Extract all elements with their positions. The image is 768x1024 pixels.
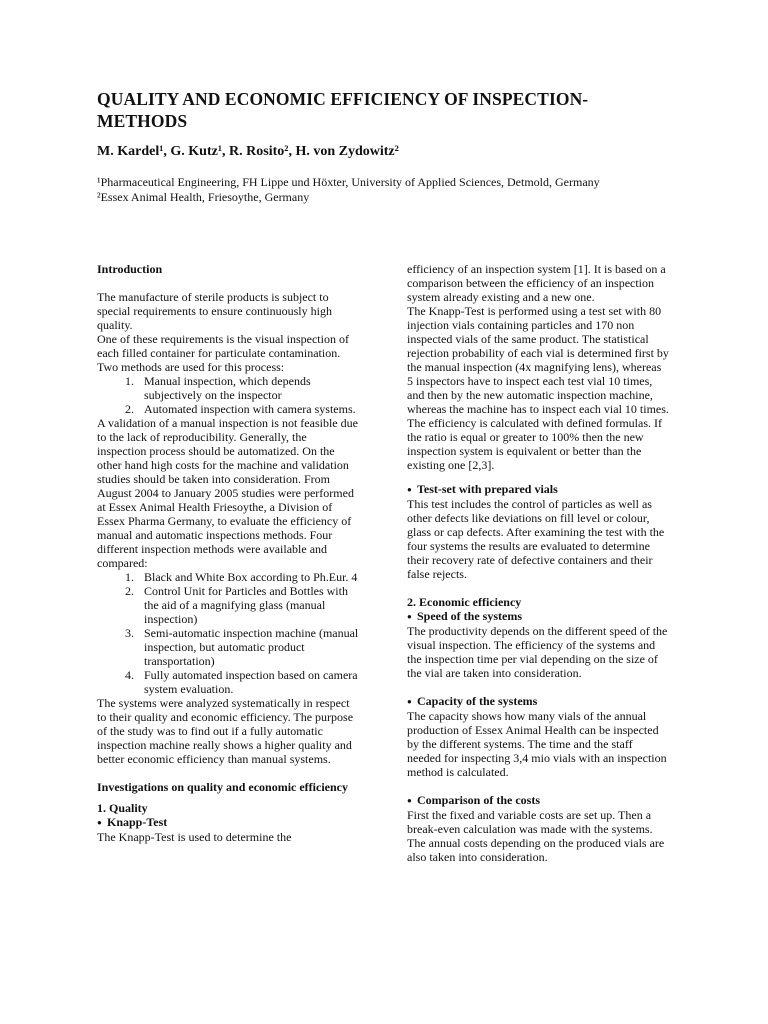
methods-list bbox=[97, 374, 359, 416]
bullet-heading-test-set: ● Test-set with prepared vials bbox=[407, 482, 558, 496]
bullet-heading-capacity: ● Capacity of the systems bbox=[407, 694, 538, 708]
bullet-heading-costs: ● Comparison of the costs bbox=[407, 793, 540, 807]
list-item: 1. Black and White Box according to Ph.Eur. 4 bbox=[125, 570, 358, 584]
paragraph: Two methods are used for this process: bbox=[97, 360, 285, 374]
affiliation-2: ²Essex Animal Health, Friesoythe, Germany bbox=[97, 190, 310, 204]
bullet-icon: ● bbox=[407, 697, 412, 706]
right-column bbox=[407, 262, 669, 864]
section-heading-investigations: Investigations on quality and economic efficiency bbox=[97, 780, 348, 794]
paragraph: One of these requirements is the visual inspection of each filled container for particulate contamination. bbox=[97, 332, 349, 360]
bullet-heading-knapp-test: ● Knapp-Test bbox=[97, 815, 168, 829]
list-item: 4. Fully automated inspection based on camera system evaluation. bbox=[125, 668, 358, 696]
paragraph: The Knapp-Test is used to determine the bbox=[97, 830, 292, 844]
list-item: 2. Control Unit for Particles and Bottles with the aid of a magnifying glass (manual inspection) bbox=[125, 584, 348, 626]
section-heading-introduction: Introduction bbox=[97, 262, 163, 276]
paragraph: A validation of a manual inspection is not feasible due to the lack of reproducibility. Generally, the inspection process should be automatized. On the other hand high costs for the machine and validation studies should be taken into consideration. From August 2004 to January 2005 studies were performed at Essex Animal Health Friesoythe, a Division of Essex Pharma Germany, to evaluate the efficiency of manual and automatic inspections methods. Four different inspection methods were available and compared: bbox=[97, 416, 358, 570]
paragraph: First the fixed and variable costs are set up. Then a break-even calculation was made with the systems. The annual costs depending on the produced vials are also taken into consideration. bbox=[407, 808, 665, 864]
paragraph: The manufacture of sterile products is subject to special requirements to ensure continuously high quality. bbox=[97, 290, 332, 332]
affiliation-1: ¹Pharmaceutical Engineering, FH Lippe und Höxter, University of Applied Sciences, Detmold, Germany bbox=[97, 175, 600, 189]
paper-title: QUALITY AND ECONOMIC EFFICIENCY OF INSPECTION-METHODS bbox=[97, 89, 589, 131]
list-item: 1. Manual inspection, which depends subjectively on the inspector bbox=[125, 374, 311, 402]
bullet-icon: ● bbox=[407, 612, 412, 621]
subsection-heading-quality: 1. Quality bbox=[97, 801, 148, 815]
paragraph: The systems were analyzed systematically in respect to their quality and economic efficiency. The purpose of the study was to find out if a fully automatic inspection machine really shows a higher quality and better economic efficiency than manual systems. bbox=[97, 696, 354, 766]
bullet-icon: ● bbox=[407, 485, 412, 494]
bullet-heading-speed: ● Speed of the systems bbox=[407, 609, 522, 623]
bullet-icon: ● bbox=[407, 796, 412, 805]
list-item: 2. Automated inspection with camera systems. bbox=[125, 402, 356, 416]
author-list: M. Kardel¹, G. Kutz¹, R. Rosito², H. von Zydowitz² bbox=[97, 144, 399, 159]
paragraph: The capacity shows how many vials of the annual production of Essex Animal Health can be inspected by the different systems. The time and the staff needed for inspecting 3,4 mio vials with an inspection method is calculated. bbox=[407, 709, 667, 779]
affiliations bbox=[97, 175, 600, 205]
systems-list bbox=[97, 570, 359, 696]
paragraph: efficiency of an inspection system [1]. It is based on a comparison between the efficiency of an inspection system already existing and a new one. bbox=[407, 262, 666, 304]
paragraph: The productivity depends on the different speed of the visual inspection. The efficiency of the systems and the inspection time per vial depending on the size of the vial are taken into consideration. bbox=[407, 624, 668, 680]
bullet-icon: ● bbox=[97, 818, 102, 827]
paragraph: This test includes the control of particles as well as other defects like deviations on fill level or colour, glass or cap defects. After examining the test with the four systems the results are evaluated to determine their recovery rate of defective containers and their false rejects. bbox=[407, 497, 665, 581]
subsection-heading-economic: 2. Economic efficiency bbox=[407, 595, 522, 609]
list-item: 3. Semi-automatic inspection machine (manual inspection, but automatic product transportation) bbox=[125, 626, 359, 668]
left-column bbox=[97, 262, 359, 844]
paragraph: The Knapp-Test is performed using a test set with 80 injection vials containing particles and 170 non inspected vials of the same product. The statistical rejection probability of each vial is determined first by the manual inspection (4x magnifying lens), whereas 5 inspectors have to inspect each test vial 10 times, and then by the new automatic inspection machine, whereas the machine has to inspect each vial 10 times. The efficiency is calculated with defined formulas. If the ratio is equal or greater to 100% then the new inspection system is equivalent or better than the existing one [2,3]. bbox=[407, 304, 669, 472]
